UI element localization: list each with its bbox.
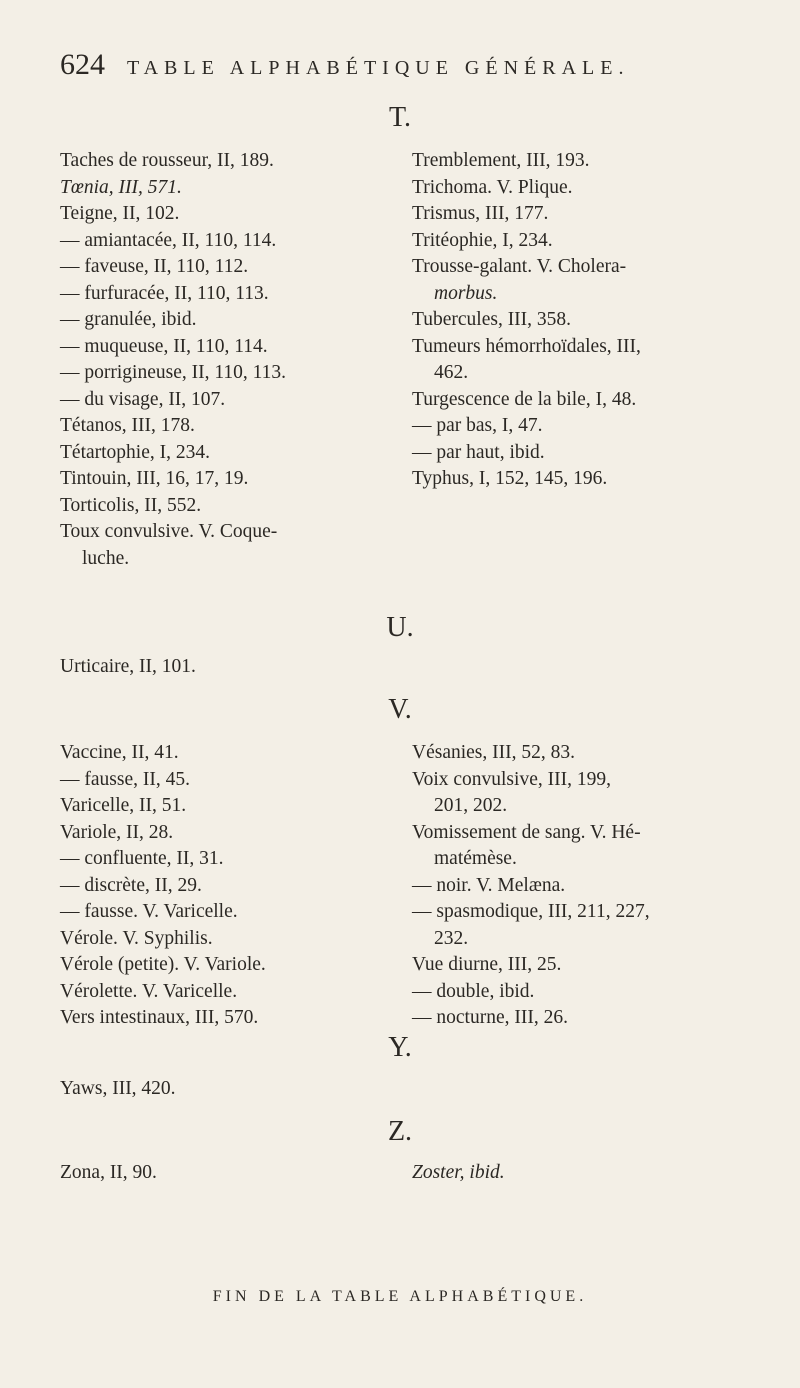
index-entry: Vaccine, II, 41. (60, 742, 179, 763)
index-entry: — confluente, II, 31. (60, 848, 224, 869)
index-entry: Toux convulsive. V. Coque- (60, 521, 278, 542)
index-entry: Tintouin, III, 16, 17, 19. (60, 468, 249, 489)
index-entry: — faveuse, II, 110, 112. (60, 256, 249, 277)
section-z-left-column (60, 1160, 157, 1187)
index-entry-continuation: 232. (434, 927, 469, 949)
section-letter-v: V. (388, 694, 412, 725)
index-entry: Zona, II, 90. (60, 1162, 157, 1183)
page-header (60, 48, 760, 92)
section-y-left-column (60, 1076, 176, 1103)
index-entry-continuation: matémèse. (434, 848, 517, 869)
index-entry: — du visage, II, 107. (60, 388, 226, 410)
end-of-table-note: FIN DE LA TABLE ALPHABÉTIQUE. (212, 1288, 588, 1305)
index-entry: Tœnia, III, 571. (60, 176, 182, 198)
index-entry: — fausse, II, 45. (60, 768, 190, 790)
section-z-right-column (412, 1160, 505, 1187)
index-entry-continuation: 201, 202. (434, 795, 508, 816)
index-entry: Vue diurne, III, 25. (412, 954, 562, 975)
index-entry: Varicelle, II, 51. (60, 795, 187, 816)
index-entry: — par bas, I, 47. (412, 415, 543, 436)
index-entry: Torticolis, II, 552. (60, 494, 202, 516)
section-v-right-column (412, 740, 650, 1032)
index-entry: Vérolette. V. Varicelle. (60, 980, 238, 1002)
index-entry: Tremblement, III, 193. (412, 150, 590, 171)
index-entry: Turgescence de la bile, I, 48. (412, 388, 637, 410)
index-entry: Teigne, II, 102. (60, 203, 180, 224)
section-u-left-column (60, 654, 196, 681)
index-entry: — amiantacée, II, 110, 114. (60, 229, 277, 251)
index-entry-continuation: morbus. (434, 282, 498, 304)
index-entry: — furfuracée, II, 110, 113. (60, 282, 269, 304)
index-entry: Zoster, ibid. (412, 1162, 505, 1183)
index-entry: — muqueuse, II, 110, 114. (60, 335, 268, 357)
index-entry: — par haut, ibid. (412, 441, 545, 463)
index-entry: — porrigineuse, II, 110, 113. (60, 362, 287, 383)
index-entry: — double, ibid. (412, 980, 535, 1002)
index-entry-continuation: luche. (82, 547, 130, 569)
section-letter-z: Z. (387, 1116, 413, 1147)
index-entry: Vésanies, III, 52, 83. (412, 742, 575, 763)
index-entry: Typhus, I, 152, 145, 196. (412, 468, 608, 489)
section-letter-y: Y. (388, 1032, 412, 1063)
index-entry: Tubercules, III, 358. (412, 309, 572, 330)
index-entry: Vers intestinaux, III, 570. (60, 1007, 259, 1028)
index-entry: — fausse. V. Varicelle. (60, 901, 238, 922)
index-entry: Variole, II, 28. (60, 821, 174, 843)
index-entry: Vérole. V. Syphilis. (60, 927, 213, 949)
index-entry: — granulée, ibid. (60, 309, 197, 330)
index-entry: Tétanos, III, 178. (60, 415, 195, 436)
index-entry: Vérole (petite). V. Variole. (60, 954, 266, 975)
index-entry: Tétartophie, I, 234. (60, 441, 210, 463)
index-entry: — discrète, II, 29. (60, 874, 202, 896)
index-entry: Taches de rousseur, II, 189. (60, 150, 274, 171)
index-entry: Tumeurs hémorrhoïdales, III, (412, 335, 641, 357)
index-entry: — spasmodique, III, 211, 227, (412, 901, 650, 922)
page-number: 624 (60, 48, 105, 81)
section-letter-t: T. (388, 102, 412, 133)
index-entry: Tritéophie, I, 234. (412, 229, 553, 251)
index-entry-continuation: 462. (434, 362, 469, 383)
section-t-right-column (412, 148, 641, 493)
section-v-left-column (60, 740, 266, 1032)
index-entry: Trousse-galant. V. Cholera- (412, 256, 627, 277)
section-letter-u: U. (386, 612, 414, 643)
index-entry: Urticaire, II, 101. (60, 656, 196, 677)
section-t-left-column (60, 148, 286, 572)
running-title: TABLE ALPHABÉTIQUE GÉNÉRALE. (127, 57, 630, 79)
index-entry: Yaws, III, 420. (60, 1078, 176, 1099)
index-entry: — noir. V. Melæna. (412, 874, 566, 896)
index-entry: Trichoma. V. Plique. (412, 176, 573, 198)
index-entry: Voix convulsive, III, 199, (412, 768, 611, 790)
index-entry: Trismus, III, 177. (412, 203, 549, 224)
index-entry: — nocturne, III, 26. (412, 1007, 568, 1028)
index-entry: Vomissement de sang. V. Hé- (412, 821, 641, 843)
